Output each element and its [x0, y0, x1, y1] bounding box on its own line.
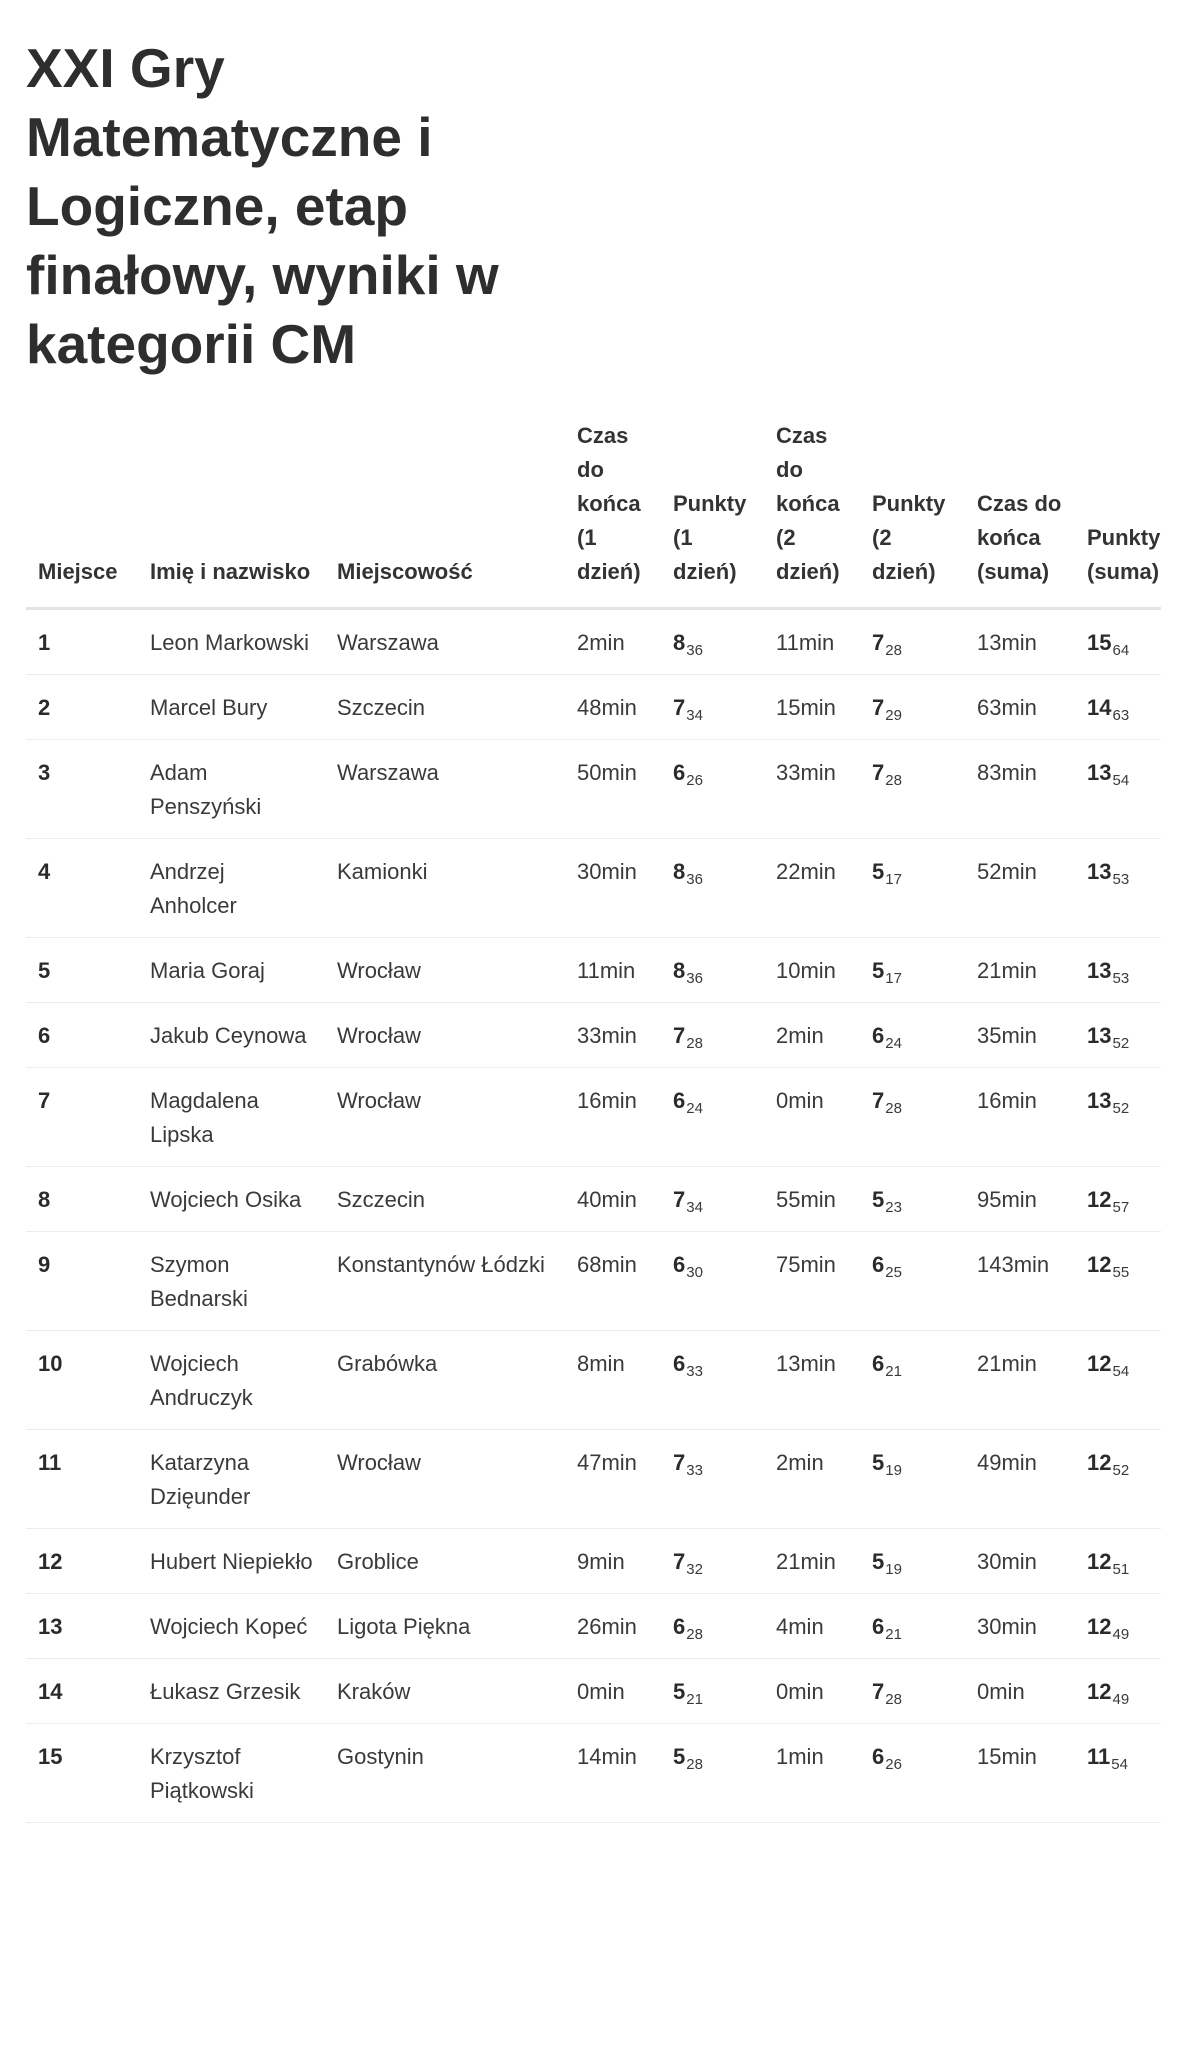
points-subscript: 28 [885, 642, 902, 659]
points-sum-cell [1075, 1003, 1161, 1068]
points-value: 6 [872, 1023, 885, 1048]
points-value: 6 [673, 1351, 686, 1376]
place-cell: 8 [26, 1167, 138, 1232]
points-subscript: 30 [686, 1264, 703, 1281]
table-row [26, 1659, 1161, 1724]
table-row [26, 609, 1161, 675]
points-value: 6 [673, 1614, 686, 1639]
points-day1-cell [661, 609, 764, 675]
time-sum-cell: 21min [965, 938, 1075, 1003]
time-day1-cell: 47min [565, 1430, 661, 1529]
points-value: 12 [1087, 1679, 1112, 1704]
points-day1-cell [661, 1232, 764, 1331]
place-cell: 5 [26, 938, 138, 1003]
points-sum-cell [1075, 1529, 1161, 1594]
points-value: 13 [1087, 1088, 1112, 1113]
header-points-day1[interactable]: Punkty (1 dzień) [661, 419, 764, 609]
points-day2-cell [860, 1594, 965, 1659]
points-value: 12 [1087, 1252, 1112, 1277]
points-value: 7 [872, 1679, 885, 1704]
table-row [26, 740, 1161, 839]
points-value: 6 [872, 1351, 885, 1376]
points-day1-cell [661, 1594, 764, 1659]
place-cell: 12 [26, 1529, 138, 1594]
points-subscript: 55 [1112, 1264, 1130, 1281]
points-sum-cell [1075, 1724, 1161, 1823]
time-day2-cell: 33min [764, 740, 860, 839]
name-cell: Marcel Bury [138, 675, 325, 740]
points-day1-cell [661, 1724, 764, 1823]
table-row [26, 1430, 1161, 1529]
time-day1-cell: 26min [565, 1594, 661, 1659]
points-value: 7 [872, 695, 885, 720]
points-subscript: 19 [885, 1462, 902, 1479]
points-sum-cell [1075, 740, 1161, 839]
city-cell: Kamionki [325, 839, 565, 938]
city-cell: Warszawa [325, 609, 565, 675]
points-value: 6 [872, 1744, 885, 1769]
name-cell: Wojciech Kopeć [138, 1594, 325, 1659]
points-value: 5 [673, 1679, 686, 1704]
points-day2-cell [860, 1430, 965, 1529]
points-subscript: 28 [686, 1035, 703, 1052]
points-value: 8 [673, 958, 686, 983]
header-name[interactable]: Imię i nazwisko [138, 419, 325, 609]
points-value: 15 [1087, 630, 1112, 655]
points-day2-cell [860, 675, 965, 740]
header-city[interactable]: Miejscowość [325, 419, 565, 609]
points-sum-cell [1075, 675, 1161, 740]
points-day2-cell [860, 839, 965, 938]
points-day1-cell [661, 1529, 764, 1594]
points-sum-cell [1075, 1430, 1161, 1529]
points-day2-cell [860, 1724, 965, 1823]
points-subscript: 23 [885, 1199, 902, 1216]
name-cell: Wojciech Andruczyk [138, 1331, 325, 1430]
time-sum-cell: 143min [965, 1232, 1075, 1331]
points-subscript: 21 [686, 1691, 703, 1708]
header-time-sum[interactable]: Czas do końca (suma) [965, 419, 1075, 609]
time-day2-cell: 22min [764, 839, 860, 938]
time-day1-cell: 2min [565, 609, 661, 675]
time-day2-cell: 0min [764, 1659, 860, 1724]
time-day2-cell: 10min [764, 938, 860, 1003]
place-cell: 7 [26, 1068, 138, 1167]
points-subscript: 26 [686, 772, 703, 789]
table-row [26, 1331, 1161, 1430]
header-place[interactable]: Miejsce [26, 419, 138, 609]
table-row [26, 1594, 1161, 1659]
time-day1-cell: 11min [565, 938, 661, 1003]
time-sum-cell: 0min [965, 1659, 1075, 1724]
points-subscript: 54 [1111, 1756, 1128, 1773]
points-subscript: 52 [1112, 1100, 1130, 1117]
points-day1-cell [661, 1331, 764, 1430]
points-value: 7 [673, 695, 686, 720]
points-day1-cell [661, 1659, 764, 1724]
points-day2-cell [860, 1068, 965, 1167]
points-sum-cell [1075, 1594, 1161, 1659]
place-cell: 13 [26, 1594, 138, 1659]
city-cell: Wrocław [325, 938, 565, 1003]
points-subscript: 51 [1112, 1561, 1130, 1578]
place-cell: 4 [26, 839, 138, 938]
points-subscript: 57 [1112, 1199, 1130, 1216]
points-value: 5 [673, 1744, 686, 1769]
points-value: 6 [872, 1252, 885, 1277]
points-day1-cell [661, 938, 764, 1003]
time-day1-cell: 33min [565, 1003, 661, 1068]
points-value: 12 [1087, 1614, 1112, 1639]
time-day1-cell: 40min [565, 1167, 661, 1232]
points-value: 12 [1087, 1450, 1112, 1475]
time-sum-cell: 83min [965, 740, 1075, 839]
points-subscript: 17 [885, 970, 902, 987]
points-day2-cell [860, 1167, 965, 1232]
header-points-sum[interactable]: Punkty (suma) [1075, 419, 1161, 609]
city-cell: Ligota Piękna [325, 1594, 565, 1659]
table-row [26, 1003, 1161, 1068]
points-subscript: 54 [1112, 1363, 1130, 1380]
points-day2-cell [860, 1331, 965, 1430]
name-cell: Andrzej Anholcer [138, 839, 325, 938]
points-value: 12 [1087, 1549, 1112, 1574]
table-row [26, 1232, 1161, 1331]
points-value: 13 [1087, 1023, 1112, 1048]
place-cell: 15 [26, 1724, 138, 1823]
points-subscript: 52 [1112, 1035, 1130, 1052]
city-cell: Kraków [325, 1659, 565, 1724]
points-value: 13 [1087, 760, 1112, 785]
name-cell: Łukasz Grzesik [138, 1659, 325, 1724]
table-row [26, 839, 1161, 938]
points-subscript: 33 [686, 1363, 703, 1380]
time-day2-cell: 13min [764, 1331, 860, 1430]
points-day1-cell [661, 675, 764, 740]
points-value: 5 [872, 1187, 885, 1212]
time-sum-cell: 49min [965, 1430, 1075, 1529]
time-day2-cell: 0min [764, 1068, 860, 1167]
points-value: 5 [872, 1549, 885, 1574]
header-time-day2[interactable]: Czas do końca (2 dzień) [764, 419, 860, 609]
points-subscript: 63 [1112, 707, 1130, 724]
city-cell: Szczecin [325, 1167, 565, 1232]
table-header-row [26, 419, 1161, 609]
points-value: 5 [872, 958, 885, 983]
points-subscript: 29 [885, 707, 902, 724]
name-cell: Krzysztof Piątkowski [138, 1724, 325, 1823]
points-sum-cell [1075, 839, 1161, 938]
points-subscript: 36 [686, 642, 703, 659]
points-day1-cell [661, 1003, 764, 1068]
time-day2-cell: 55min [764, 1167, 860, 1232]
points-value: 7 [673, 1549, 686, 1574]
points-sum-cell [1075, 938, 1161, 1003]
place-cell: 2 [26, 675, 138, 740]
points-value: 6 [673, 760, 686, 785]
time-sum-cell: 63min [965, 675, 1075, 740]
points-subscript: 28 [885, 772, 902, 789]
table-row [26, 1068, 1161, 1167]
time-day2-cell: 21min [764, 1529, 860, 1594]
city-cell: Groblice [325, 1529, 565, 1594]
points-value: 5 [872, 1450, 885, 1475]
results-table-body [26, 609, 1161, 1823]
points-subscript: 28 [686, 1626, 703, 1643]
time-day1-cell: 16min [565, 1068, 661, 1167]
name-cell: Hubert Niepiekło [138, 1529, 325, 1594]
points-subscript: 21 [885, 1363, 902, 1380]
time-day1-cell: 14min [565, 1724, 661, 1823]
points-day1-cell [661, 1167, 764, 1232]
time-sum-cell: 30min [965, 1594, 1075, 1659]
points-subscript: 25 [885, 1264, 902, 1281]
time-day1-cell: 68min [565, 1232, 661, 1331]
place-cell: 9 [26, 1232, 138, 1331]
points-day1-cell [661, 1430, 764, 1529]
points-sum-cell [1075, 1167, 1161, 1232]
city-cell: Grabówka [325, 1331, 565, 1430]
table-row [26, 938, 1161, 1003]
points-sum-cell [1075, 1659, 1161, 1724]
points-value: 7 [673, 1450, 686, 1475]
city-cell: Wrocław [325, 1430, 565, 1529]
points-sum-cell [1075, 609, 1161, 675]
points-subscript: 49 [1112, 1626, 1130, 1643]
points-value: 7 [872, 1088, 885, 1113]
points-value: 13 [1087, 859, 1112, 884]
points-day2-cell [860, 1659, 965, 1724]
points-day2-cell [860, 1003, 965, 1068]
points-day2-cell [860, 609, 965, 675]
results-table [26, 419, 1161, 1823]
points-value: 6 [673, 1252, 686, 1277]
time-day2-cell: 2min [764, 1430, 860, 1529]
place-cell: 3 [26, 740, 138, 839]
points-subscript: 52 [1112, 1462, 1130, 1479]
points-day2-cell [860, 1232, 965, 1331]
place-cell: 6 [26, 1003, 138, 1068]
page-title: XXI Gry Matematyczne i Logiczne, etap finałowy, wyniki w kategorii CM [26, 37, 499, 375]
time-day2-cell: 1min [764, 1724, 860, 1823]
points-subscript: 54 [1112, 772, 1130, 789]
points-value: 7 [872, 760, 885, 785]
name-cell: Magdalena Lipska [138, 1068, 325, 1167]
table-row [26, 675, 1161, 740]
points-day2-cell [860, 740, 965, 839]
time-day2-cell: 4min [764, 1594, 860, 1659]
city-cell: Szczecin [325, 675, 565, 740]
time-day2-cell: 15min [764, 675, 860, 740]
time-day1-cell: 9min [565, 1529, 661, 1594]
points-sum-cell [1075, 1331, 1161, 1430]
points-subscript: 21 [885, 1626, 902, 1643]
header-time-day1[interactable]: Czas do końca (1 dzień) [565, 419, 661, 609]
table-row [26, 1167, 1161, 1232]
points-value: 11 [1087, 1744, 1111, 1769]
points-subscript: 34 [686, 1199, 703, 1216]
name-cell: Leon Markowski [138, 609, 325, 675]
points-value: 6 [872, 1614, 885, 1639]
points-value: 12 [1087, 1187, 1112, 1212]
time-sum-cell: 21min [965, 1331, 1075, 1430]
time-day1-cell: 30min [565, 839, 661, 938]
points-subscript: 34 [686, 707, 703, 724]
time-sum-cell: 16min [965, 1068, 1075, 1167]
points-subscript: 28 [686, 1756, 703, 1773]
points-subscript: 53 [1112, 871, 1130, 888]
city-cell: Wrocław [325, 1003, 565, 1068]
points-subscript: 33 [686, 1462, 703, 1479]
time-day1-cell: 8min [565, 1331, 661, 1430]
points-sum-cell [1075, 1068, 1161, 1167]
points-day1-cell [661, 740, 764, 839]
name-cell: Szymon Bednarski [138, 1232, 325, 1331]
time-sum-cell: 15min [965, 1724, 1075, 1823]
time-sum-cell: 52min [965, 839, 1075, 938]
points-subscript: 19 [885, 1561, 902, 1578]
place-cell: 14 [26, 1659, 138, 1724]
points-subscript: 28 [885, 1691, 902, 1708]
city-cell: Wrocław [325, 1068, 565, 1167]
points-subscript: 53 [1112, 970, 1130, 987]
city-cell: Warszawa [325, 740, 565, 839]
time-day1-cell: 48min [565, 675, 661, 740]
points-sum-cell [1075, 1232, 1161, 1331]
points-value: 7 [872, 630, 885, 655]
time-sum-cell: 30min [965, 1529, 1075, 1594]
name-cell: Wojciech Osika [138, 1167, 325, 1232]
table-row [26, 1724, 1161, 1823]
points-value: 8 [673, 859, 686, 884]
name-cell: Adam Penszyński [138, 740, 325, 839]
points-value: 5 [872, 859, 885, 884]
place-cell: 11 [26, 1430, 138, 1529]
time-sum-cell: 35min [965, 1003, 1075, 1068]
city-cell: Konstantynów Łódzki [325, 1232, 565, 1331]
place-cell: 1 [26, 609, 138, 675]
points-subscript: 36 [686, 970, 703, 987]
time-day2-cell: 11min [764, 609, 860, 675]
points-value: 14 [1087, 695, 1112, 720]
points-subscript: 49 [1112, 1691, 1130, 1708]
points-day2-cell [860, 1529, 965, 1594]
name-cell: Jakub Ceynowa [138, 1003, 325, 1068]
points-subscript: 28 [885, 1100, 902, 1117]
points-subscript: 24 [885, 1035, 902, 1052]
time-day2-cell: 2min [764, 1003, 860, 1068]
points-subscript: 26 [885, 1756, 902, 1773]
time-day1-cell: 0min [565, 1659, 661, 1724]
points-subscript: 36 [686, 871, 703, 888]
points-subscript: 32 [686, 1561, 703, 1578]
points-day1-cell [661, 839, 764, 938]
points-subscript: 17 [885, 871, 902, 888]
points-value: 6 [673, 1088, 686, 1113]
points-value: 8 [673, 630, 686, 655]
time-day1-cell: 50min [565, 740, 661, 839]
table-row [26, 1529, 1161, 1594]
time-sum-cell: 95min [965, 1167, 1075, 1232]
points-subscript: 24 [686, 1100, 703, 1117]
points-subscript: 64 [1112, 642, 1130, 659]
points-value: 7 [673, 1023, 686, 1048]
name-cell: Katarzyna Dzięunder [138, 1430, 325, 1529]
points-value: 13 [1087, 958, 1112, 983]
time-day2-cell: 75min [764, 1232, 860, 1331]
place-cell: 10 [26, 1331, 138, 1430]
points-day1-cell [661, 1068, 764, 1167]
time-sum-cell: 13min [965, 609, 1075, 675]
points-value: 7 [673, 1187, 686, 1212]
header-points-day2[interactable]: Punkty (2 dzień) [860, 419, 965, 609]
city-cell: Gostynin [325, 1724, 565, 1823]
name-cell: Maria Goraj [138, 938, 325, 1003]
points-value: 12 [1087, 1351, 1112, 1376]
points-day2-cell [860, 938, 965, 1003]
